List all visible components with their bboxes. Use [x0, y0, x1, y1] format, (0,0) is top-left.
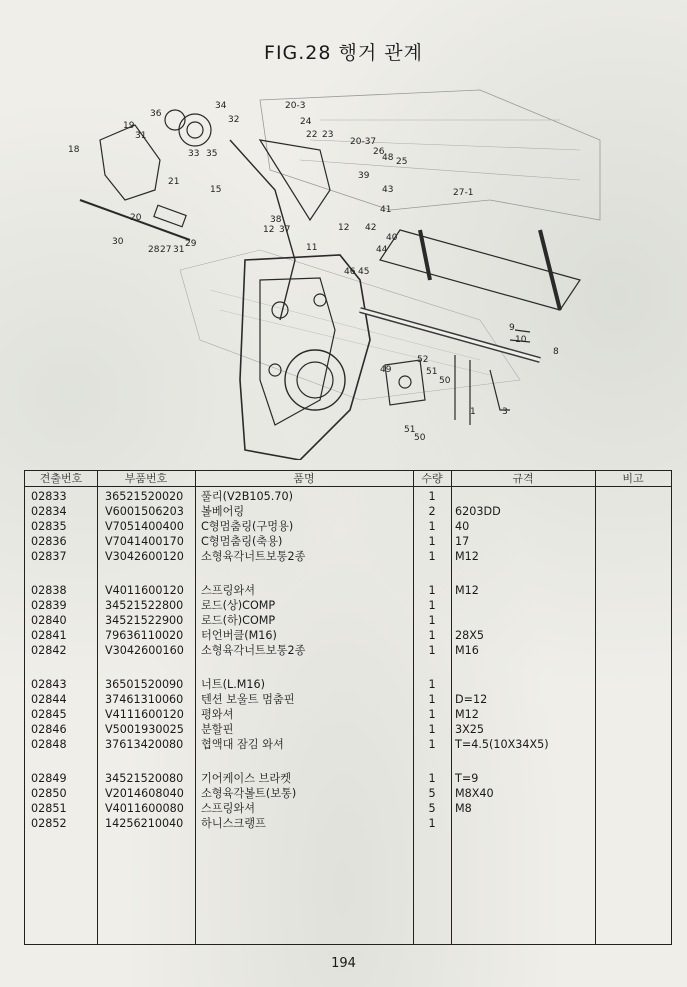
- specification: T=9: [455, 772, 479, 785]
- col-header: 품명: [293, 472, 315, 485]
- svg-text:48: 48: [382, 153, 394, 163]
- table-row: [25, 613, 671, 628]
- svg-text:41: 41: [380, 205, 392, 215]
- svg-text:10: 10: [515, 335, 527, 345]
- svg-text:31: 31: [135, 131, 147, 141]
- col-header: 비고: [622, 472, 644, 485]
- svg-text:1: 1: [470, 407, 476, 417]
- svg-text:22: 22: [306, 130, 318, 140]
- svg-text:11: 11: [306, 243, 318, 253]
- table-row: [25, 489, 671, 504]
- svg-text:51: 51: [426, 367, 438, 377]
- table-row: [25, 771, 671, 786]
- svg-text:37: 37: [279, 225, 291, 235]
- svg-text:26: 26: [373, 147, 385, 157]
- item-number: 02836: [31, 535, 67, 548]
- part-number: V4011600120: [105, 584, 184, 597]
- svg-text:20-3: 20-3: [285, 101, 306, 111]
- item-number: 02842: [31, 644, 67, 657]
- table-row: [25, 786, 671, 801]
- part-number: 14256210040: [105, 817, 184, 830]
- svg-text:46: 46: [344, 267, 356, 277]
- item-number: 02841: [31, 629, 67, 642]
- part-number: V4011600080: [105, 802, 184, 815]
- parts-diagram: [60, 80, 620, 460]
- parts-table: [24, 470, 672, 945]
- specification: M12: [455, 708, 479, 721]
- part-number: V5001930025: [105, 723, 184, 736]
- specification: 40: [455, 520, 470, 533]
- part-name: 볼베어링: [201, 505, 245, 518]
- svg-text:42: 42: [365, 223, 377, 233]
- svg-text:3: 3: [502, 407, 508, 417]
- page-title: FIG.28 행거 관계: [264, 42, 423, 64]
- col-header: 부품번호: [124, 472, 168, 485]
- part-number: 36501520090: [105, 678, 184, 691]
- item-number: 02846: [31, 723, 67, 736]
- svg-text:12: 12: [338, 223, 350, 233]
- svg-text:20: 20: [130, 213, 142, 223]
- part-number: V3042600120: [105, 550, 184, 563]
- col-header: 견출번호: [39, 472, 83, 485]
- quantity: 1: [428, 599, 436, 612]
- quantity: 1: [428, 723, 436, 736]
- item-number: 02850: [31, 787, 67, 800]
- table-row: [25, 722, 671, 737]
- part-name: 소형육각너트보통2종: [201, 550, 306, 563]
- part-name: 터언버클(M16): [201, 629, 277, 642]
- item-number: 02837: [31, 550, 67, 563]
- svg-text:25: 25: [396, 157, 408, 167]
- part-number: V2014608040: [105, 787, 184, 800]
- svg-text:36: 36: [150, 109, 162, 119]
- part-number: V3042600160: [105, 644, 184, 657]
- part-name: 평와셔: [201, 708, 234, 721]
- part-number: V7041400170: [105, 535, 184, 548]
- svg-text:23: 23: [322, 130, 334, 140]
- item-number: 02851: [31, 802, 67, 815]
- svg-text:35: 35: [206, 149, 218, 159]
- quantity: 1: [428, 678, 436, 691]
- table-row: [25, 628, 671, 643]
- quantity: 1: [428, 490, 436, 503]
- quantity: 1: [428, 693, 436, 706]
- part-number: 34521520080: [105, 772, 184, 785]
- svg-text:31: 31: [173, 245, 185, 255]
- quantity: 1: [428, 708, 436, 721]
- part-name: 텐션 보울트 멈춤핀: [201, 693, 295, 706]
- quantity: 1: [428, 817, 436, 830]
- svg-text:19: 19: [123, 121, 135, 131]
- svg-text:12: 12: [263, 225, 275, 235]
- table-row: [25, 519, 671, 534]
- page-number: 194: [331, 956, 356, 971]
- specification: D=12: [455, 693, 488, 706]
- specification: M12: [455, 550, 479, 563]
- quantity: 5: [428, 802, 436, 815]
- quantity: 1: [428, 584, 436, 597]
- table-row: [25, 816, 671, 831]
- part-number: 34521522900: [105, 614, 184, 627]
- svg-text:50: 50: [439, 376, 451, 386]
- specification: M8X40: [455, 787, 494, 800]
- part-number: V4111600120: [105, 708, 184, 721]
- part-number: V6001506203: [105, 505, 184, 518]
- svg-text:21: 21: [168, 177, 180, 187]
- specification: M8: [455, 802, 472, 815]
- quantity: 1: [428, 614, 436, 627]
- svg-text:20-37: 20-37: [350, 137, 377, 147]
- svg-text:29: 29: [185, 239, 197, 249]
- quantity: 1: [428, 629, 436, 642]
- table-row: [25, 583, 671, 598]
- part-number: 37461310060: [105, 693, 184, 706]
- svg-text:8: 8: [553, 347, 559, 357]
- quantity: 1: [428, 772, 436, 785]
- part-name: C형멈춤링(구멍용): [201, 520, 294, 533]
- svg-text:34: 34: [215, 101, 227, 111]
- svg-text:27: 27: [160, 245, 172, 255]
- item-number: 02844: [31, 693, 67, 706]
- item-number: 02838: [31, 584, 67, 597]
- svg-text:43: 43: [382, 185, 394, 195]
- table-row: [25, 692, 671, 707]
- table-row: [25, 677, 671, 692]
- item-number: 02833: [31, 490, 67, 503]
- item-number: 02845: [31, 708, 67, 721]
- part-name: 스프링와셔: [201, 802, 256, 815]
- table-row: [25, 643, 671, 658]
- svg-text:38: 38: [270, 215, 282, 225]
- col-header: 수량: [421, 472, 443, 485]
- specification: M12: [455, 584, 479, 597]
- specification: 17: [455, 535, 470, 548]
- svg-text:44: 44: [376, 245, 388, 255]
- svg-text:18: 18: [68, 145, 80, 155]
- item-number: 02834: [31, 505, 67, 518]
- table-row: [25, 707, 671, 722]
- part-name: 너트(L.M16): [201, 678, 266, 691]
- table-row: [25, 598, 671, 613]
- quantity: 5: [428, 787, 436, 800]
- quantity: 1: [428, 520, 436, 533]
- part-name: 기어케이스 브라켓: [201, 772, 292, 785]
- quantity: 1: [428, 644, 436, 657]
- part-name: 소형육각너트보통2종: [201, 644, 306, 657]
- item-number: 02839: [31, 599, 67, 612]
- svg-text:50: 50: [414, 433, 426, 443]
- part-name: 협액대 잠김 와셔: [201, 738, 284, 751]
- specification: 28X5: [455, 629, 485, 642]
- svg-text:39: 39: [358, 171, 370, 181]
- quantity: 1: [428, 738, 436, 751]
- svg-text:33: 33: [188, 149, 200, 159]
- part-number: 36521520020: [105, 490, 184, 503]
- table-row: [25, 534, 671, 549]
- table-header: [25, 471, 671, 487]
- specification: 6203DD: [455, 505, 501, 518]
- specification: T=4.5(10X34X5): [455, 738, 549, 751]
- svg-text:51: 51: [404, 425, 416, 435]
- part-name: 스프링와셔: [201, 584, 256, 597]
- part-number: 34521522800: [105, 599, 184, 612]
- item-number: 02848: [31, 738, 67, 751]
- svg-text:24: 24: [300, 117, 312, 127]
- svg-text:27-1: 27-1: [453, 188, 474, 198]
- item-number: 02843: [31, 678, 67, 691]
- part-name: 풀리(V2B105.70): [201, 490, 293, 503]
- svg-text:30: 30: [112, 237, 124, 247]
- item-number: 02840: [31, 614, 67, 627]
- part-name: 분할핀: [201, 723, 234, 736]
- item-number: 02849: [31, 772, 67, 785]
- specification: M16: [455, 644, 479, 657]
- col-header: 규격: [512, 472, 534, 485]
- svg-text:52: 52: [417, 355, 429, 365]
- part-number: 79636110020: [105, 629, 184, 642]
- specification: 3X25: [455, 723, 485, 736]
- quantity: 1: [428, 535, 436, 548]
- item-number: 02852: [31, 817, 67, 830]
- part-number: V7051400400: [105, 520, 184, 533]
- quantity: 1: [428, 550, 436, 563]
- quantity: 2: [428, 505, 436, 518]
- svg-text:9: 9: [509, 323, 515, 333]
- part-name: 소형육각볼트(보통): [201, 787, 297, 800]
- table-row: [25, 737, 671, 752]
- svg-text:15: 15: [210, 185, 222, 195]
- table-row: [25, 549, 671, 564]
- item-number: 02835: [31, 520, 67, 533]
- svg-text:45: 45: [358, 267, 370, 277]
- svg-text:49: 49: [380, 365, 392, 375]
- table-row: [25, 504, 671, 519]
- svg-text:40: 40: [386, 233, 398, 243]
- part-number: 37613420080: [105, 738, 184, 751]
- part-name: 로드(하)COMP: [201, 614, 276, 627]
- part-name: 로드(상)COMP: [201, 599, 276, 612]
- part-name: 하니스크랭프: [201, 817, 266, 830]
- svg-text:28: 28: [148, 245, 160, 255]
- svg-text:32: 32: [228, 115, 240, 125]
- part-name: C형멈춤링(축용): [201, 535, 283, 548]
- table-row: [25, 801, 671, 816]
